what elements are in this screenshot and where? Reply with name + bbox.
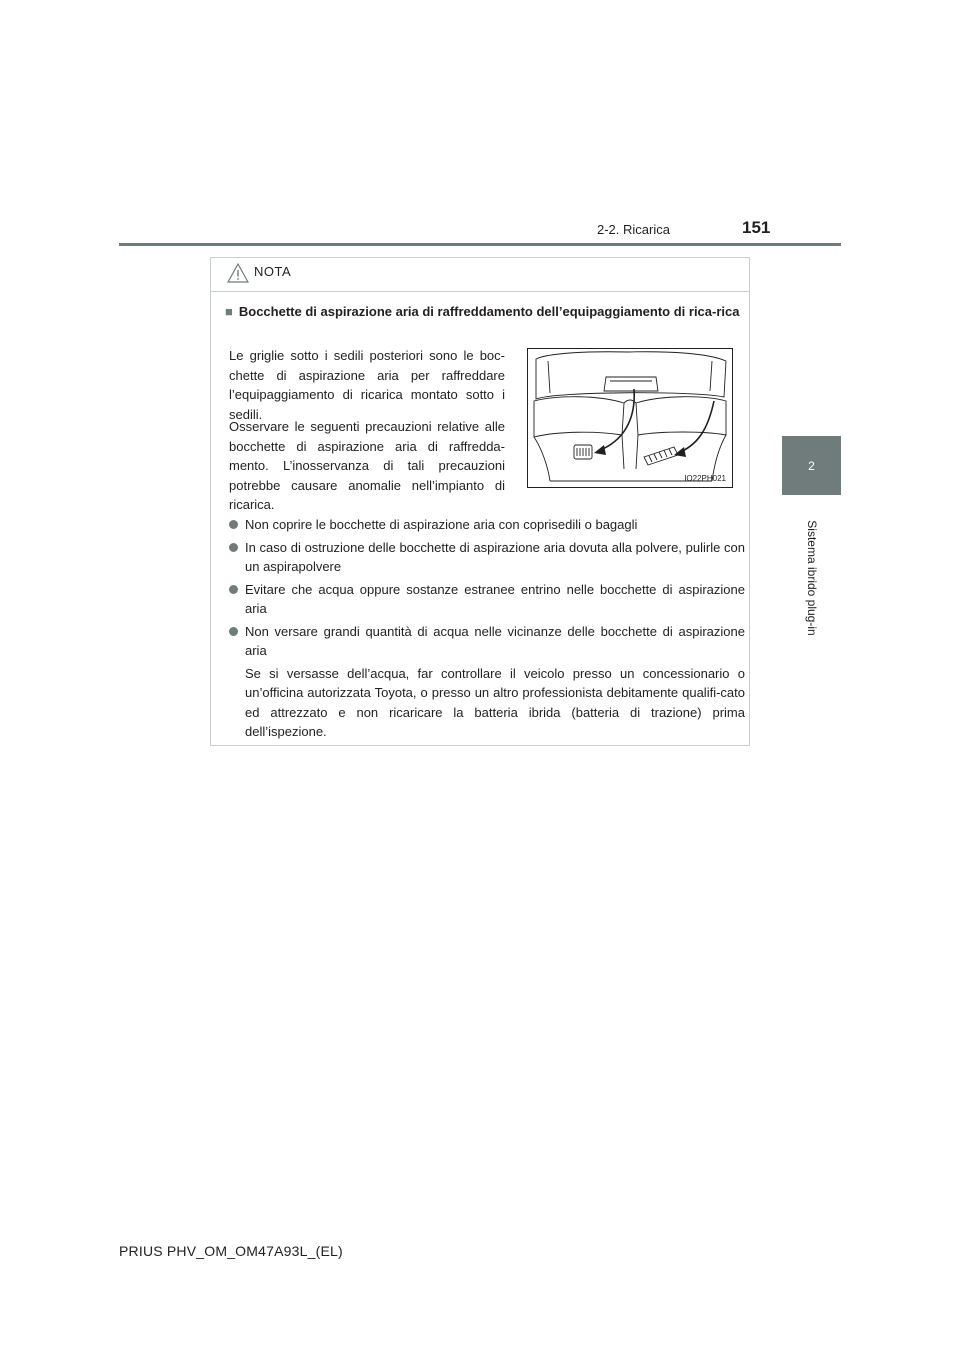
list-item: Non versare grandi quantità di acqua nelle vicinanze delle bocchette di aspirazione aria (229, 622, 745, 661)
rear-seat-figure (527, 348, 733, 488)
notice-heading (225, 302, 745, 322)
bullet-dot-icon (229, 543, 238, 552)
notice-paragraph-1: Le griglie sotto i sedili posteriori sono le boc-chette di aspirazione aria per raffreddare l’equipaggiamento di ricarica montato sotto i sedili. (229, 348, 505, 422)
header-section: 2-2. Ricarica (597, 222, 670, 237)
notice-heading-text: Bocchette di aspirazione aria di raffreddamento dell’equipaggiamento di rica-rica (238, 304, 740, 319)
page-number: 151 (742, 218, 771, 237)
notice-box (210, 257, 750, 746)
followup-paragraph: Se si versasse dell’acqua, far controllare il veicolo presso un concessionario o un’officina autorizzata Toyota, o presso un altro professionista debitamente qualifi-cato ed attrezzato e non ricaricare la batteria ibrida (batteria di trazione) prima dell’ispezione. (245, 665, 745, 739)
chapter-title (803, 498, 821, 658)
notice-title: NOTA (254, 264, 292, 279)
bullet-list (229, 515, 745, 742)
notice-header (211, 258, 749, 292)
footer-doc-code: PRIUS PHV_OM_OM47A93L_(EL) (119, 1243, 343, 1259)
header-rule (119, 243, 841, 246)
bullet-dot-icon (229, 585, 238, 594)
list-item: Evitare che acqua oppure sostanze estranee entrino nelle bocchette di aspirazione aria (229, 580, 745, 619)
warning-icon (227, 263, 249, 283)
list-item: Non coprire le bocchette di aspirazione aria con coprisedili o bagagli (229, 515, 745, 535)
bullet-dot-icon (229, 520, 238, 529)
notice-paragraph-2: Osservare le seguenti precauzioni relative alle bocchette di aspirazione aria di raffredda-mento. L’inosservanza di tali precauzioni potrebbe causare anomalie nell’impianto di ricarica. (229, 419, 505, 512)
figure-id: IO22PH021 (684, 474, 726, 483)
bullet-dot-icon (229, 627, 238, 636)
square-bullet-icon: ■ (225, 304, 233, 319)
rear-seat-illustration (528, 349, 732, 487)
list-item: In caso di ostruzione delle bocchette di aspirazione aria dovuta alla polvere, pulirle con un aspirapolvere (229, 538, 745, 577)
chapter-tab (782, 436, 841, 495)
chapter-title-text: Sistema ibrido plug-in (805, 520, 819, 636)
chapter-number: 2 (808, 458, 815, 473)
